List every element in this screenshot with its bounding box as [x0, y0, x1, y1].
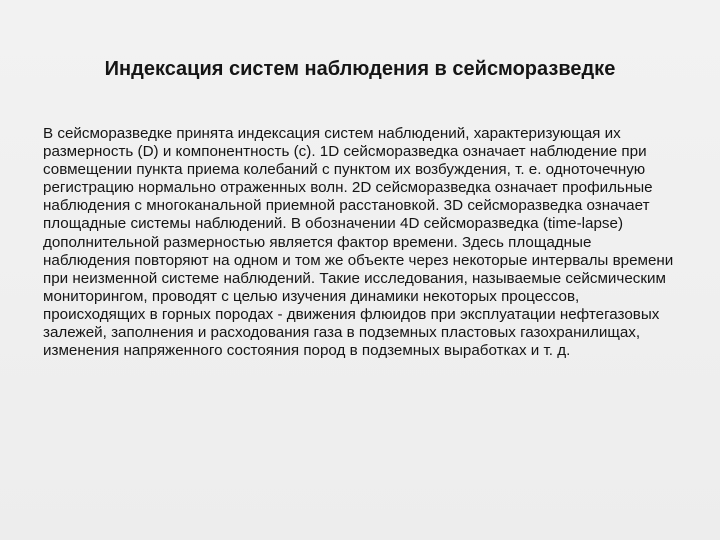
slide-body-text: В сейсморазведке принята индексация систем наблюдений, характеризующая их размерность (D) и компонентность (c). 1D сейсморазведка означает наблюдение при совмещении пункта приема колебаний с пунктом их возбуждения, т. е. одноточечную регистрацию нормально отраженных волн. 2D сейсморазведка означает профильные наблюдения с многоканальной приемной расстановкой. 3D сейсморазведка означает площадные системы наблюдений. В обозначении 4D сейсморазведка (time-lapse) дополнительной размерностью является фактор времени. Здесь площадные наблюдения повторяют на одном и том же объекте через некоторые интервалы времени при неизменной системе наблюдений. Такие исследования, называемые сейсмическим мониторингом, проводят с целью изучения динамики некоторых процессов, происходящих в горных породах - движения флюидов при эксплуатации нефтегазовых залежей, заполнения и расходования газа в подземных пластовых газохранилищах, изменения напряженного состояния пород в подземных выработках и т. д.: [43, 125, 674, 360]
slide-title: Индексация систем наблюдения в сейсморазведке: [104, 58, 616, 80]
